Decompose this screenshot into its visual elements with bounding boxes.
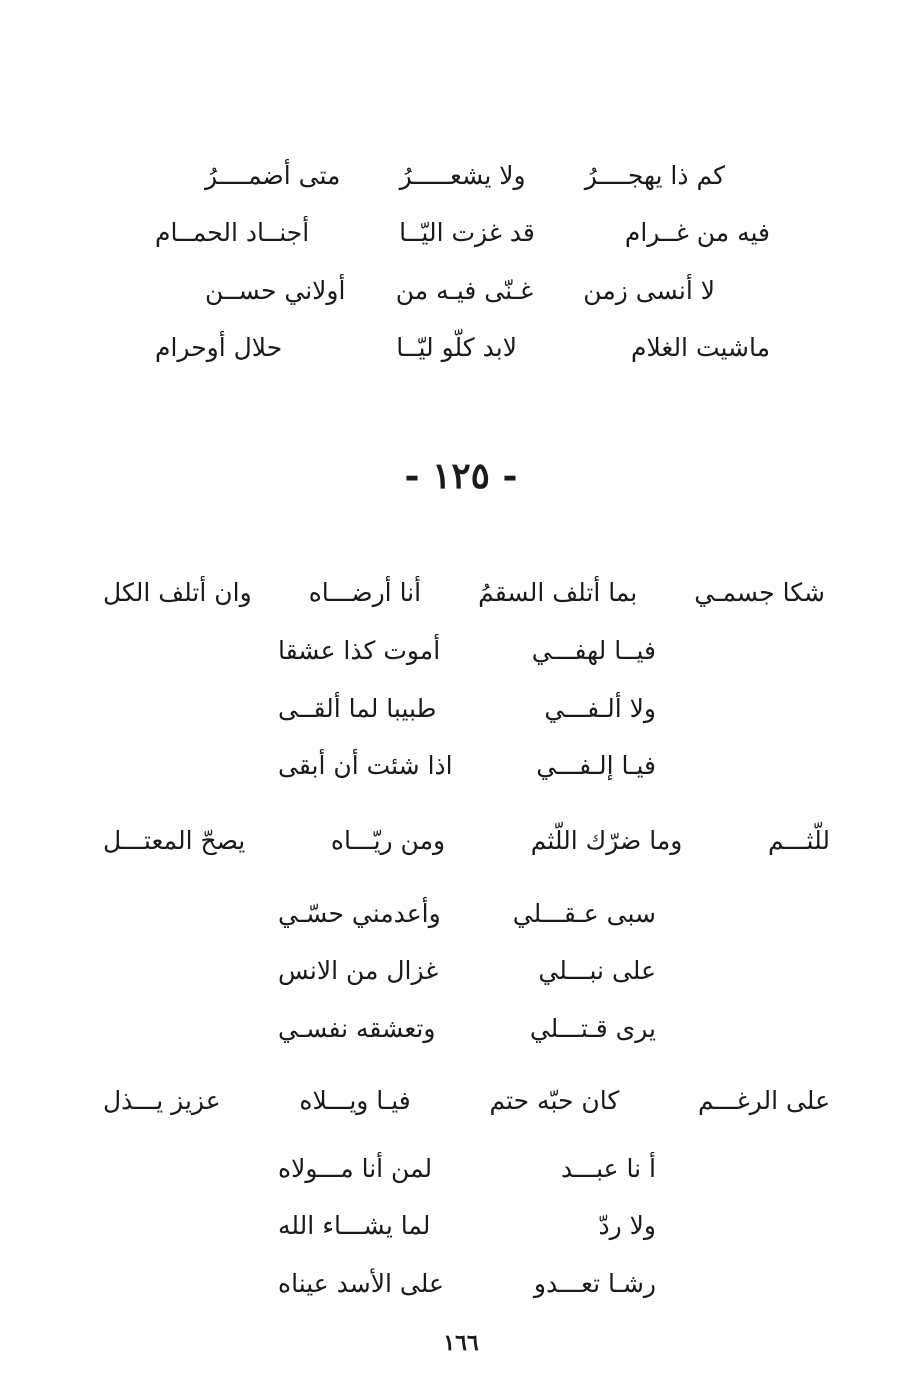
verse-segment: لما يشـــاء الله [278,1210,431,1240]
verse-segment: على الرغـــم [697,1085,830,1115]
verse-line [205,265,715,315]
verse-segment: غـنّى فيـه من [395,275,534,305]
verse-line [278,888,656,938]
refrain-line [103,1075,830,1125]
verse-segment: أ نا عبـــد [561,1153,656,1183]
verse-segment: قد غزت اليّــا [399,217,535,247]
verse-line [205,150,725,200]
verse-segment: غزال من الانس [278,955,439,985]
verse-segment: كم ذا يهجــــرُ [584,160,725,190]
page-number: ١٦٦ [443,1330,479,1356]
verse-segment: فيـا ويـــلاه [299,1085,411,1115]
verse-segment: رشـا تعـــدو [533,1268,656,1298]
verse-segment: اذا شئت أن أبقى [278,750,453,780]
verse-segment: حلال أوحرام [155,332,283,362]
verse-line [278,1258,656,1308]
verse-segment: ومن ريّـــاه [330,825,446,855]
verse-segment: وما ضرّك اللّثم [530,825,683,855]
verse-line [278,625,656,675]
verse-segment: وتعشقه نفسـي [278,1013,436,1043]
verse-segment: ولا يشعـــــرُ [399,160,526,190]
verse-segment: يرى قـتـــلي [529,1013,656,1043]
verse-segment: أنا أرضـــاه [308,577,422,607]
verse-segment: لمن أنا مـــولاه [278,1153,433,1183]
verse-segment: لابد كلّو ليّــا [396,332,517,362]
verse-line [155,322,770,372]
verse-line [278,945,656,995]
verse-segment: للّثـــم [767,825,830,855]
verse-segment: وان أتلف الكل [103,577,252,607]
verse-line [155,207,770,257]
refrain-line [103,815,830,865]
verse-segment: سبى عـقـــلي [512,898,656,928]
poem-number: - ١٢٥ - [404,455,518,497]
verse-segment: أولاني حســن [205,275,346,305]
verse-segment: لا أنسى زمن [583,275,715,305]
verse-segment: شكا جسمـي [694,577,825,607]
verse-segment: بما أتلف السقمُ [478,577,638,607]
verse-segment: أجنــاد الحمــام [155,217,310,247]
verse-segment: طبيبا لما ألقــى [278,693,437,723]
verse-segment: ماشيت الغلام [630,332,770,362]
verse-line [278,683,656,733]
verse-segment: يصحّ المعتـــل [103,825,246,855]
verse-line [278,1003,656,1053]
verse-segment: ولا ردّ [598,1210,656,1240]
refrain-line [103,567,825,617]
verse-segment: عزيز يـــذل [103,1085,221,1115]
verse-segment: وأعدمني حسّـي [278,898,441,928]
verse-segment: ولا ألـفـــي [544,693,656,723]
verse-segment: فيــا لهفـــي [531,635,656,665]
verse-segment: فيه من غــرام [624,217,770,247]
verse-line [278,1200,656,1250]
verse-segment: متى أضمــــرُ [205,160,341,190]
verse-segment: على نبـــلي [538,955,656,985]
verse-segment: فيـا إلـفـــي [536,750,656,780]
verse-segment: على الأسد عيناه [278,1268,444,1298]
verse-segment: أموت كذا عشقا [278,635,441,665]
verse-line [278,1143,656,1193]
verse-line [278,740,656,790]
verse-segment: كان حبّه حتم [489,1085,620,1115]
